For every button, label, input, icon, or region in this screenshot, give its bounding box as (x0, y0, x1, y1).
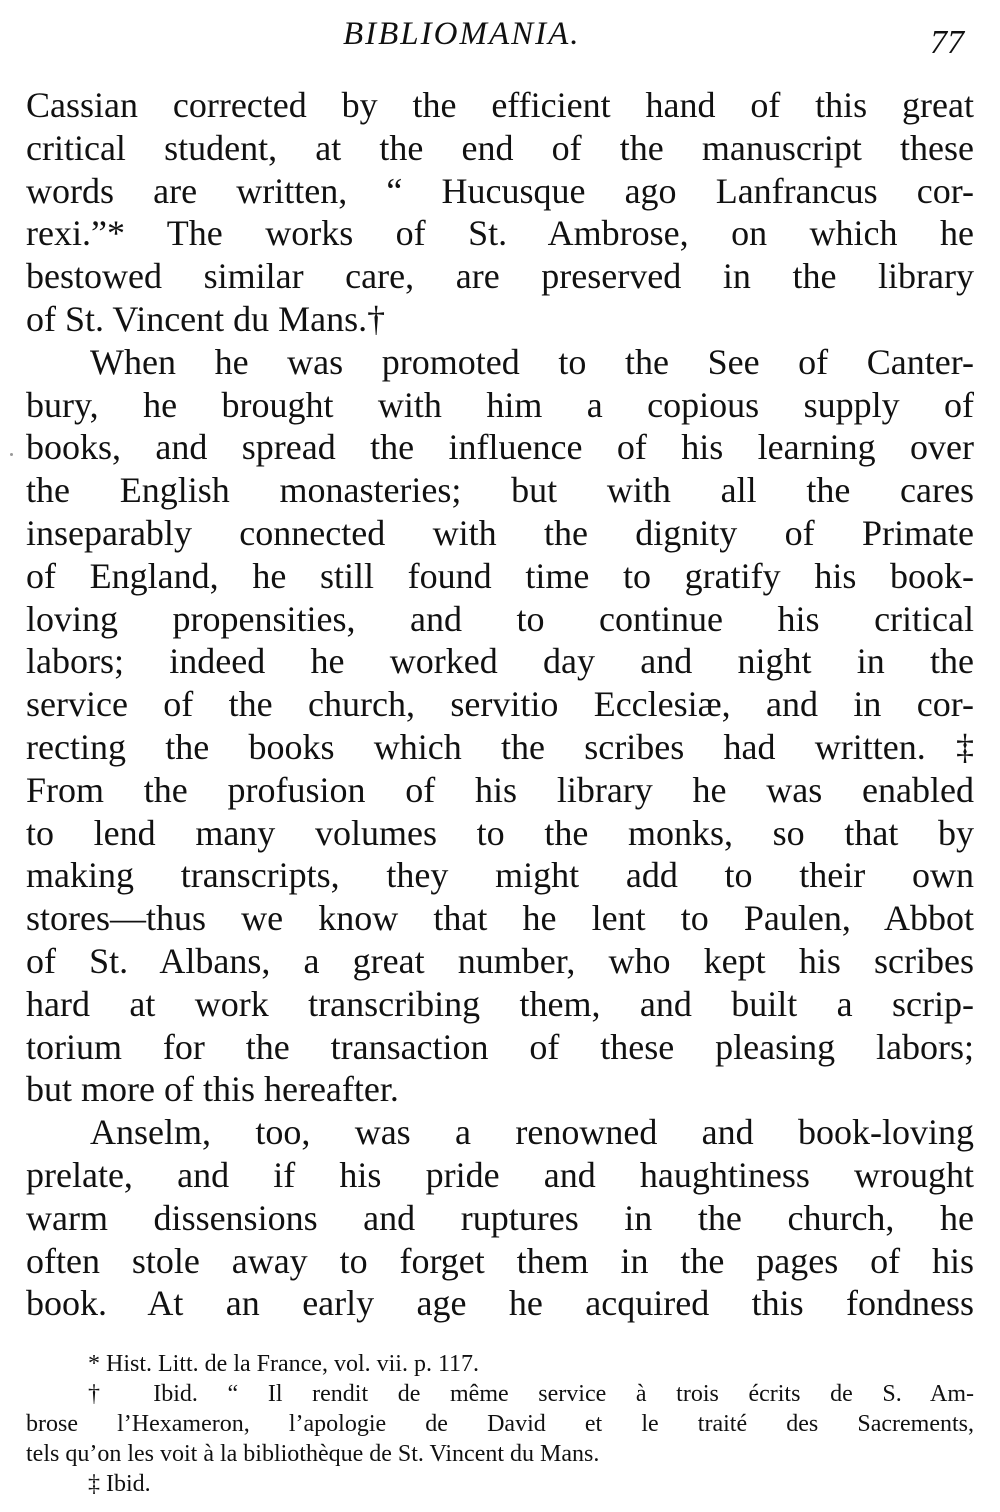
text-line: torium for the transaction of these pleasing labors; (26, 1026, 974, 1067)
text-line: recting the books which the scribes had written.‡ (26, 726, 974, 767)
footnote-line: brose l’Hexameron, l’apologie de David et le traité des Sacrements, (26, 1411, 974, 1437)
text-line: making transcripts, they might add to their own (26, 855, 974, 896)
text-line: bury, he brought with him a copious supply of (26, 384, 974, 425)
text-line: warm dissensions and ruptures in the church, he (26, 1197, 974, 1238)
text-line: to lend many volumes to the monks, so that by (26, 812, 974, 853)
body-text (26, 84, 974, 1325)
text-line: loving propensities, and to continue his critical (26, 598, 974, 639)
text-line: inseparably connected with the dignity of Primate (26, 512, 974, 553)
text-line: When he was promoted to the See of Canter- (90, 341, 974, 382)
text-line: critical student, at the end of the manuscript these (26, 127, 974, 168)
text-line: book. At an early age he acquired this fondness (26, 1283, 974, 1324)
text-line: bestowed similar care, are preserved in the library (26, 256, 974, 297)
text-line: the English monasteries; but with all the cares (26, 470, 974, 511)
running-title: BIBLIOMANIA. (343, 16, 581, 52)
text-line: words are written, “ Hucusque ago Lanfrancus cor- (26, 170, 974, 211)
footnote-line: tels qu’on les voit à la bibliothèque de St. Vincent du Mans. (26, 1441, 600, 1467)
footnote-line: ‡ Ibid. (88, 1471, 151, 1497)
footnotes (26, 1349, 974, 1499)
margin-speck (10, 453, 13, 456)
text-line: books, and spread the influence of his learning over (26, 427, 974, 468)
page-number: 77 (930, 24, 964, 61)
running-head (0, 16, 1000, 66)
text-line: often stole away to forget them in the pages of his (26, 1240, 974, 1281)
text-line: labors; indeed he worked day and night in the (26, 641, 974, 682)
text-line: of St. Vincent du Mans.† (26, 298, 386, 339)
text-line: but more of this hereafter. (26, 1069, 399, 1110)
text-line: Anselm, too, was a renowned and book-loving (90, 1112, 974, 1153)
text-line: hard at work transcribing them, and built a scrip- (26, 983, 974, 1024)
text-line: prelate, and if his pride and haughtiness wrought (26, 1154, 974, 1195)
footnote-line: † Ibid. “ Il rendit de même service à trois écrits de S. Am- (88, 1381, 974, 1407)
text-line: service of the church, servitio Ecclesiæ, and in cor- (26, 684, 974, 725)
footnote-line: * Hist. Litt. de la France, vol. vii. p. 117. (88, 1351, 480, 1377)
text-line: rexi.”* The works of St. Ambrose, on which he (26, 213, 974, 254)
text-line: of St. Albans, a great number, who kept his scribes (26, 940, 974, 981)
text-line: From the profusion of his library he was enabled (26, 769, 974, 810)
text-line: of England, he still found time to gratify his book- (26, 555, 974, 596)
text-line: stores—thus we know that he lent to Paulen, Abbot (26, 898, 974, 939)
text-line: Cassian corrected by the efficient hand of this great (26, 85, 974, 125)
